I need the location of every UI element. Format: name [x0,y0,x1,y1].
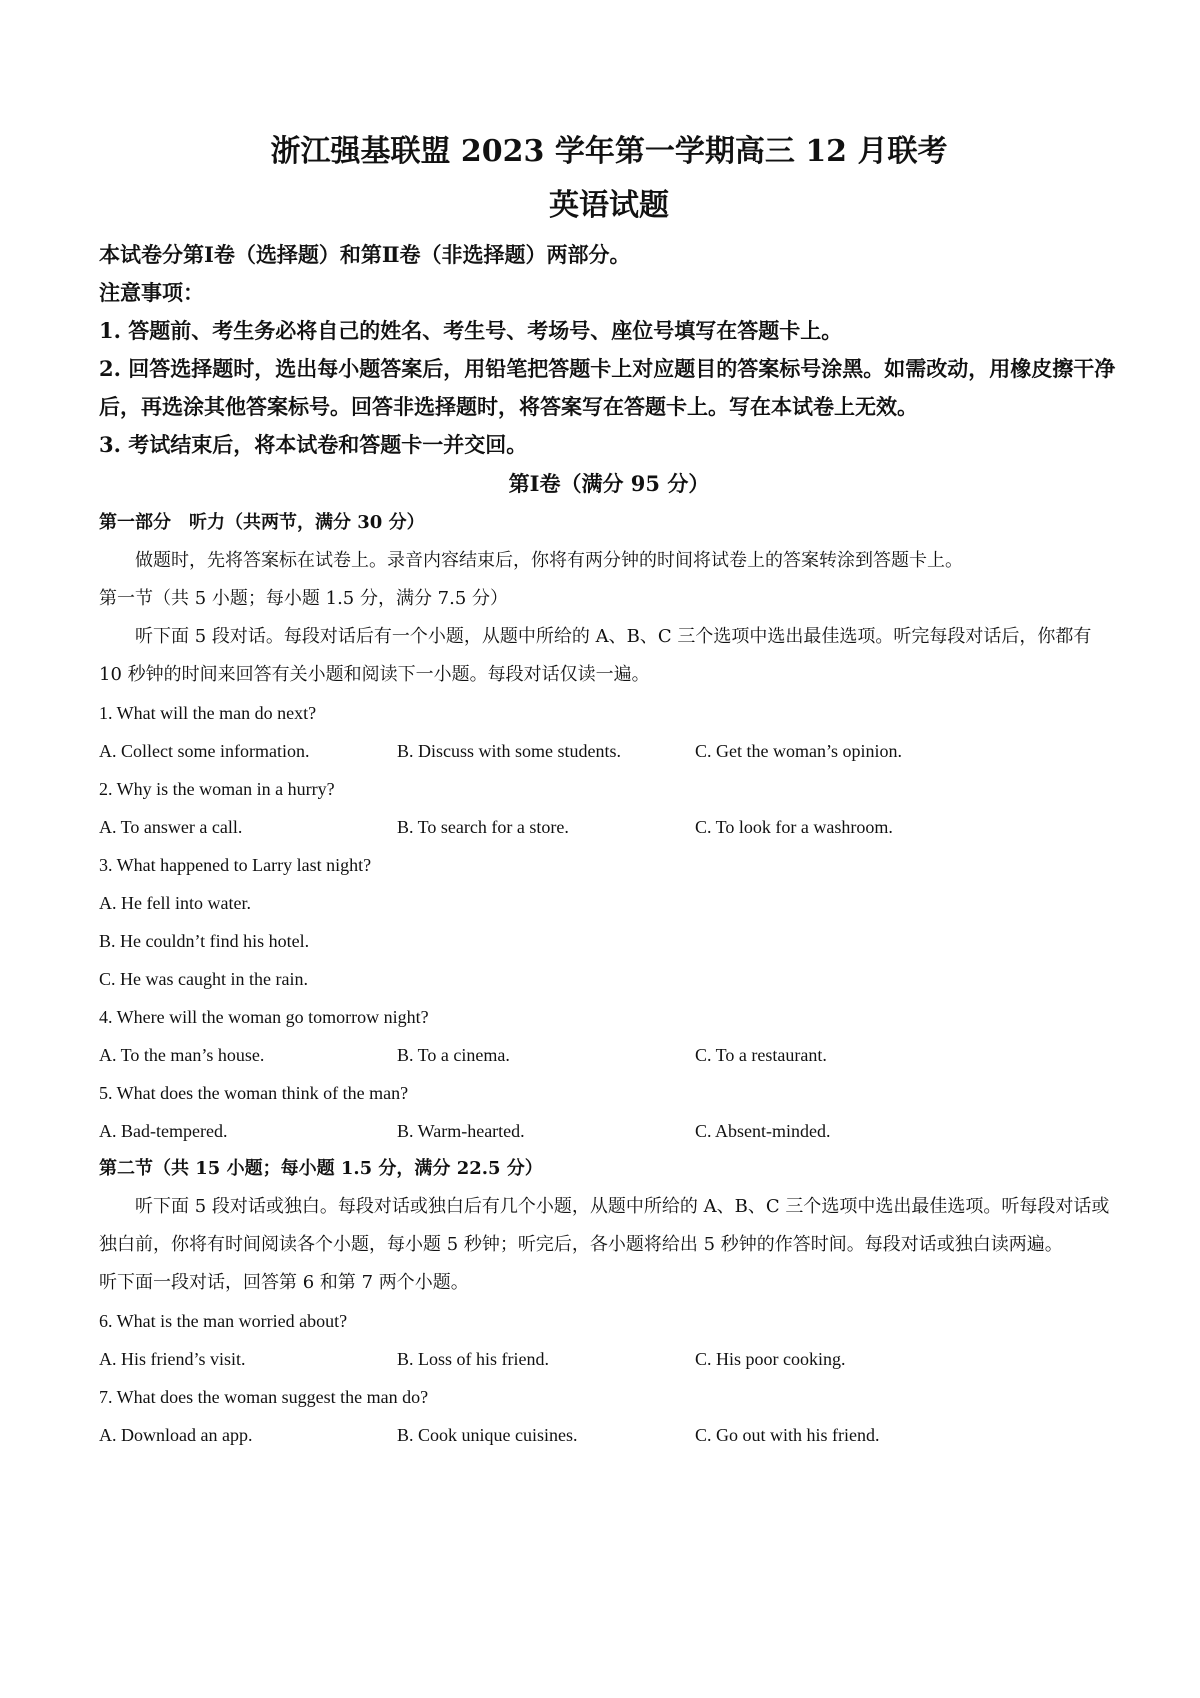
paper-composition: 本试卷分第Ⅰ卷（选择题）和第Ⅱ卷（非选择题）两部分。 [99,242,631,267]
notice-item: 3. 考试结束后，将本试卷和答题卡一并交回。 [99,432,528,457]
notice-item: 2. 回答选择题时，选出每小题答案后，用铅笔把答题卡上对应题目的答案标号涂黑。如需改动，用橡皮擦干净后，再选涂其他答案标号。回答非选择题时，将答案写在答题卡上。写在本试卷上无效。 [99,356,1116,419]
option-row [99,1340,1119,1378]
option-a: A. His friend’s visit. [99,1349,246,1369]
question-stem: 2. Why is the woman in a hurry? [99,779,335,799]
exam-page [99,130,1119,1454]
question-stem: 5. What does the woman think of the man? [99,1083,409,1103]
section-instruction: 听下面 5 段对话。每段对话后有一个小题，从题中所给的 A、B、C 三个选项中选出最佳选项。听完每段对话后，你都有 10 秒钟的时间来回答有关小题和阅读下一小题。每段对话仅读一遍。 [99,626,1092,685]
option-b: B. He couldn’t find his hotel. [99,931,310,951]
notice-heading: 注意事项： [99,280,204,305]
option-c: C. Get the woman’s opinion. [695,741,902,761]
option-a: A. Collect some information. [99,741,310,761]
option-row [99,1416,1119,1454]
option-row [99,808,1119,846]
option-c: C. His poor cooking. [695,1349,846,1369]
dialog-intro: 听下面一段对话，回答第 6 和第 7 两个小题。 [99,1272,469,1293]
option-c: C. Go out with his friend. [695,1425,880,1445]
option-a: A. Bad-tempered. [99,1121,228,1141]
notice-item: 1. 答题前、考生务必将自己的姓名、考生号、考场号、座位号填写在答题卡上。 [99,318,843,343]
option-b: B. Loss of his friend. [397,1349,549,1369]
option-b: B. Warm-hearted. [397,1121,525,1141]
option-b: B. To search for a store. [397,817,569,837]
question-stem: 6. What is the man worried about? [99,1311,348,1331]
question-stem: 4. Where will the woman go tomorrow night? [99,1007,429,1027]
option-c: C. Absent-minded. [695,1121,831,1141]
option-b: B. Cook unique cuisines. [397,1425,578,1445]
exam-title: 浙江强基联盟 2023 学年第一学期高三 12 月联考 [270,134,948,169]
exam-subtitle: 英语试题 [549,188,669,223]
option-row [99,732,1119,770]
option-b: B. To a cinema. [397,1045,510,1065]
section-heading: 第一节（共 5 小题；每小题 1.5 分，满分 7.5 分） [99,588,509,609]
part-heading: 第一部分 听力（共两节，满分 30 分） [99,512,425,533]
option-c: C. To a restaurant. [695,1045,827,1065]
question-stem: 1. What will the man do next? [99,703,317,723]
option-c: C. To look for a washroom. [695,817,893,837]
option-row [99,1112,1119,1150]
option-a: A. He fell into water. [99,893,251,913]
section-instruction: 听下面 5 段对话或独白。每段对话或独白后有几个小题，从题中所给的 A、B、C 三个选项中选出最佳选项。听每段对话或独白前，你将有时间阅读各个小题，每小题 5 秒钟；听完后，各小题将给出 5 秒钟的作答时间。每段对话或独白读两遍。 [99,1196,1110,1255]
option-a: A. Download an app. [99,1425,253,1445]
option-row [99,1036,1119,1074]
question-stem: 7. What does the woman suggest the man do? [99,1387,429,1407]
part-instruction: 做题时，先将答案标在试卷上。录音内容结束后，你将有两分钟的时间将试卷上的答案转涂到答题卡上。 [135,550,963,571]
option-a: A. To the man’s house. [99,1045,265,1065]
section-heading: 第二节（共 15 小题；每小题 1.5 分，满分 22.5 分） [99,1158,543,1179]
volume-heading: 第Ⅰ卷（满分 95 分） [508,471,710,496]
option-a: A. To answer a call. [99,817,243,837]
option-c: C. He was caught in the rain. [99,969,308,989]
question-stem: 3. What happened to Larry last night? [99,855,372,875]
option-b: B. Discuss with some students. [397,741,622,761]
